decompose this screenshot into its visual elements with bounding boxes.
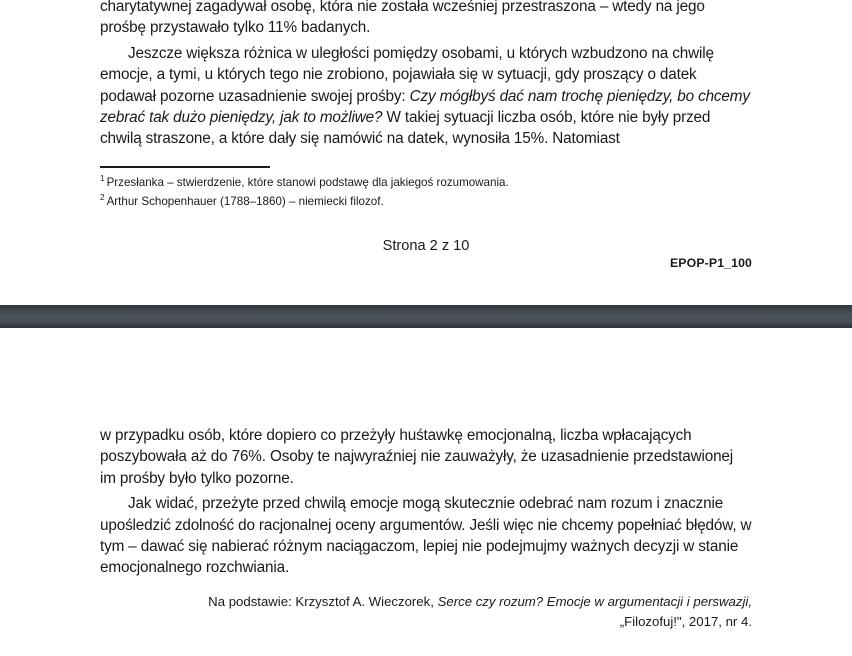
page-one-body-text	[100, 0, 752, 150]
scanned-page-two	[0, 328, 852, 656]
document-code-label: EPOP-P1_100	[669, 256, 752, 270]
footnote-item	[100, 175, 752, 191]
paragraph-swing	[100, 425, 752, 489]
scanned-page-one	[0, 0, 852, 305]
page-two-body-text	[100, 425, 752, 579]
text-run: Jeszcze większa różnica w uległości pomiędzy osobami, u których wzbudzono na chwilę emocje, a tymi, u których tego nie zrobiono, pojawiała się w sytuacji, gdy proszący o datek podawał pozorne uzasadnienie swojej prośby:	[100, 44, 714, 105]
footnote-marker: 1	[100, 174, 105, 184]
text-run: W takiej sytuacji liczba osób, które nie były przed chwilą straszone, a które dały się namówić na datek, wynosiła 15%. Natomiast	[100, 109, 711, 148]
attribution-line-one	[100, 592, 752, 612]
page-number-label: Strona 2 z 10	[382, 238, 470, 254]
source-attribution	[100, 592, 752, 631]
italic-run: Serce czy rozum? Emocje w argumentacji i perswazji,	[437, 594, 752, 609]
footnote-marker: 2	[100, 193, 105, 203]
footnote-text: Przesłanka – stwierdzenie, które stanowi podstawę dla jakiegoś rozumowania.	[106, 176, 509, 189]
page-separator-band	[0, 305, 852, 328]
text-run: Jak widać, przeżyte przed chwilą emocje mogą skutecznie odebrać nam rozum i znacznie upośledzić zdolność do racjonalnej oceny argumentów. Jeśli więc nie chcemy popełniać błędów, w tym – dawać się nabierać różnym naciągaczom, lepiej nie podejmujmy ważnych decyzji w stanie emocjonalnego rozchwiania.	[100, 495, 752, 577]
footnote-separator-rule	[100, 166, 270, 168]
footnote-list	[100, 175, 752, 213]
text-run: „Filozofuj!", 2017, nr 4.	[619, 613, 752, 629]
paragraph-emotions	[100, 43, 752, 150]
footnote-text: Arthur Schopenhauer (1788–1860) – niemiecki filozof.	[106, 195, 384, 208]
paragraph-continued	[100, 0, 752, 39]
text-run: w przypadku osób, które dopiero co przeżyły huśtawkę emocjonalną, liczba wpłacających poszybowała aż do 76%. Osoby te najwyraźniej nie zauważyły, że uzasadnienie przedstawionej im prośby było tylko pozorne.	[100, 427, 734, 487]
text-run: charytatywnej zagadywał osobę, która nie została wcześniej przestraszona – wtedy na jego prośbę przystawało tylko 11% badanych.	[100, 0, 705, 37]
text-run: Na podstawie: Krzysztof A. Wieczorek,	[208, 594, 438, 609]
italic-run: Czy mógłbyś dać nam trochę pieniędzy, bo chcemy zebrać tak dużo pieniędzy, jak to możliwe?	[100, 87, 750, 127]
attribution-line-two	[100, 612, 752, 632]
paragraph-conclusion	[100, 493, 752, 579]
footnote-item	[100, 194, 752, 210]
